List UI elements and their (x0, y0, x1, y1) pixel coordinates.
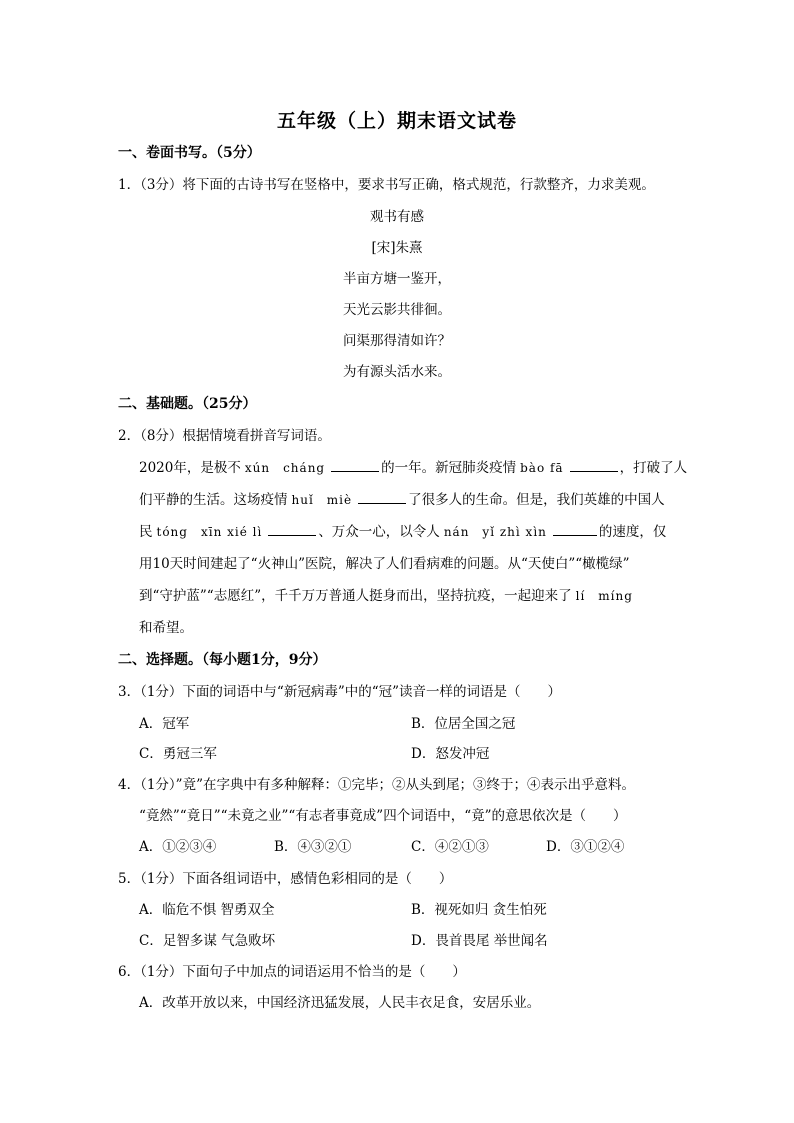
question-5-stem: 5．（1分）下面各组词语中，感情色彩相同的是（ ） (118, 871, 453, 887)
question-4-stem-2: “竟然”“竟日”“未竟之业”“有志者事竟成”四个词语中，“竟”的意思依次是（ ） (139, 808, 627, 824)
question-6-option-a[interactable]: A．改革开放以来，中国经济迅猛发展，人民丰衣足食，安居乐业。 (139, 995, 541, 1011)
text: 到“守护蓝”“志愿红”，千千万万普通人挺身而出，坚持抗疫，一起迎来了 (139, 588, 572, 604)
question-4-option-c[interactable]: C．④②①③ (411, 839, 489, 855)
text: 2020年，是极不 (139, 460, 241, 476)
question-4-option-a[interactable]: A．①②③④ (139, 839, 217, 855)
question-3-stem: 3．（1分）下面的词语中与“新冠病毒”中的“冠”读音一样的词语是（ ） (118, 684, 562, 700)
pinyin: nán yǐ zhì xìn (443, 525, 547, 539)
question-4-stem: 4．（1分）”竟”在字典中有多种解释：①完毕；②从头到尾；③终于；④表示出乎意料。 (118, 777, 635, 793)
text: 的速度，仅 (598, 524, 667, 540)
question-2-stem: 2．（8分）根据情境看拼音写词语。 (118, 428, 331, 444)
text: 的一年。新冠肺炎疫情 (381, 460, 517, 476)
answer-blank[interactable] (331, 459, 379, 472)
text: ，打破了人 (619, 460, 688, 476)
question-5-option-a[interactable]: A．临危不惧 智勇双全 (139, 902, 275, 918)
poem-line-2: 天光云影共徘徊。 (343, 302, 451, 318)
question-3-option-d[interactable]: D．怒发冲冠 (411, 746, 490, 762)
text: 们平静的生活。这场疫情 (139, 492, 288, 508)
question-2-line-6: 和希望。 (139, 620, 193, 636)
question-6-stem: 6．（1分）下面句子中加点的词语运用不恰当的是（ ） (118, 964, 466, 980)
question-3-option-a[interactable]: A．冠军 (139, 716, 190, 732)
question-5-option-b[interactable]: B．视死如归 贪生怕死 (411, 902, 547, 918)
pinyin: tóng xīn xié lì (156, 525, 263, 539)
text: 了很多人的生命。但是，我们英雄的中国人 (408, 492, 665, 508)
question-5-option-c[interactable]: C．足智多谋 气急败坏 (139, 933, 276, 949)
question-5-option-d[interactable]: D．畏首畏尾 举世闻名 (411, 933, 548, 949)
answer-blank[interactable] (268, 523, 316, 536)
text: 、万众一心，以令人 (318, 524, 440, 540)
answer-blank[interactable] (358, 491, 406, 504)
question-4-option-b[interactable]: B．④③②① (274, 839, 352, 855)
section-heading-1: 一、卷面书写。（5分） (118, 145, 261, 161)
question-2-line-1 (139, 458, 687, 478)
pinyin: bào fā (520, 461, 564, 475)
pinyin: xún cháng (244, 461, 326, 475)
answer-blank[interactable] (570, 459, 618, 472)
question-2-line-2 (139, 490, 665, 510)
page-title: 五年级（上）期末语文试卷 (276, 110, 517, 132)
question-3-option-b[interactable]: B．位居全国之冠 (411, 716, 516, 732)
question-2-line-4: 用10天时间建起了“火神山”医院，解决了人们看病难的问题。从“天使白”“橄榄绿” (139, 556, 630, 572)
poem-line-1: 半亩方塘一鉴开， (343, 271, 451, 287)
answer-blank[interactable] (553, 523, 597, 536)
question-2-line-3 (139, 522, 666, 542)
question-3-option-c[interactable]: C．勇冠三军 (139, 746, 217, 762)
question-1-stem: 1．（3分）将下面的古诗书写在竖格中，要求书写正确，格式规范，行款整齐，力求美观。 (118, 177, 655, 193)
section-heading-3: 二、选择题。（每小题1分，9分） (118, 652, 327, 668)
poem-title: 观书有感 (370, 209, 424, 225)
poem-author: [宋]朱熹 (371, 240, 423, 256)
pinyin: lí míng (575, 589, 633, 603)
section-heading-2: 二、基础题。（25分） (118, 396, 257, 412)
poem-line-3: 问渠那得清如许？ (343, 333, 451, 349)
question-2-line-5 (139, 586, 637, 606)
question-4-option-d[interactable]: D．③①②④ (546, 839, 625, 855)
poem-line-4: 为有源头活水来。 (343, 364, 451, 380)
text: 民 (139, 524, 153, 540)
pinyin: huǐ miè (291, 493, 353, 507)
